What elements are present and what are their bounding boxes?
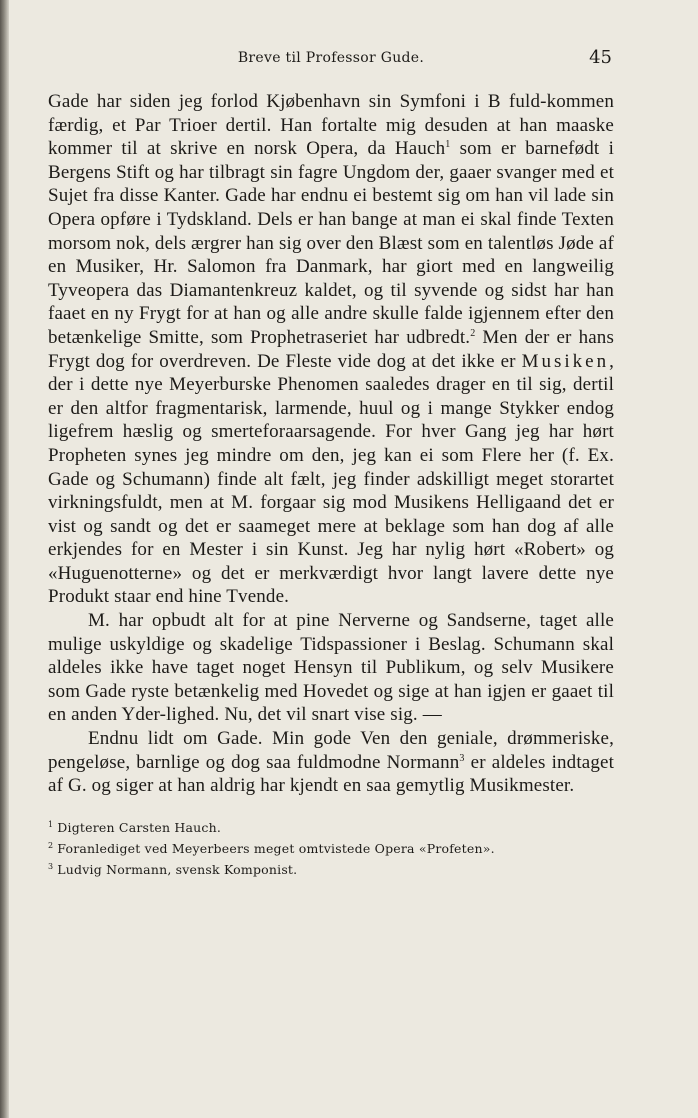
paragraph-2: M. har opbudt alt for at pine Nerverne og Sandserne, taget alle mulige uskyldige og skadelige Tidspassioner i Beslag. Schumann skal aldeles ikke have taget noget Hensyn til Publikum, og selv Musikere som Gade ryste betænkelig med Hovedet og sige at han igjen er gaaet til en anden Yder-lighed. Nu, det vil snart vise sig. — bbox=[48, 610, 614, 726]
footnote-number: 2 bbox=[48, 840, 54, 850]
paragraph-1-text-d: , der i dette nye Meyerburske Phenomen saaledes drager en til sig, dertil er den altfor fragmentarisk, larmende, huul og i mange Stykker endog ligefrem hæslig og smerteforaarsagende. For hver Gang jeg har hørt Propheten synes jeg mindre om den, jeg kan ei som Flere her (f. Ex. Gade og Schumann) finde alt fælt, jeg finder adskilligt meget storartet virkningsfuldt, men at M. forgaar sig mod Musikens Helligaand det er vist og sandt og det er saameget mere at beklage som han dog af alle erkjendes for en Mester i sin Kunst. Jeg har nylig hørt «Robert» og «Huguenotterne» og det er merkværdigt hvor langt lavere dette nye Produkt staar end hine Tvende. bbox=[48, 350, 614, 608]
paragraph-1-text-b: som er barnefødt i Bergens Stift og har tilbragt sin fagre Ungdom der, gaaer svanger med et Sujet fra disse Kanter. Gade har endnu ei bestemt sig om han vil lade sin Opera opføre i Tydskland. Dels er han bange at man ei skal finde Texten morsom nok, dels ærgrer han sig over den Blæst som en talentløs Jøde af en Musiker, Hr. Salomon fra Danmark, har giort med en langweilig Tyveopera das Diamantenkreuz kaldet, og til syvende og sidst har han faaet en ny Frygt for at han og alle andre skulle falde igjennem efter den betænkelige Smitte, som Prophetraseriet har udbredt. bbox=[48, 138, 614, 348]
footnote-ref-2: 2 bbox=[470, 327, 476, 339]
footnote-number: 3 bbox=[48, 861, 54, 871]
footnote-1 bbox=[48, 817, 614, 838]
footnote-text: Ludvig Normann, svensk Komponist. bbox=[57, 861, 298, 877]
footnote-ref-3: 3 bbox=[459, 752, 465, 764]
running-header bbox=[48, 44, 614, 74]
footnote-number: 1 bbox=[48, 819, 54, 829]
book-page bbox=[48, 44, 614, 880]
book-spine-edge bbox=[0, 0, 9, 1118]
footnote-2 bbox=[48, 838, 614, 859]
footnote-ref-1: 1 bbox=[445, 139, 451, 151]
letter-body bbox=[48, 90, 614, 798]
paragraph-3-text-b: er aldeles indtaget af G. og siger at han aldrig har kjendt en saa gemytlig Musikmester. bbox=[48, 751, 614, 797]
page-number: 45 bbox=[589, 47, 612, 68]
paragraph-3-text-a: Endnu lidt om Gade. Min gode Ven den geniale, drømmeriske, pengeløse, barnlige og dog saa fuldmodne Normann bbox=[48, 728, 614, 773]
footnote-text: Digteren Carsten Hauch. bbox=[57, 819, 222, 835]
footnotes bbox=[48, 817, 614, 880]
footnote-text: Foranlediget ved Meyerbeers meget omtvistede Opera «Profeten». bbox=[57, 840, 495, 856]
paragraph-3 bbox=[48, 727, 614, 798]
emphasized-word: Musiken bbox=[521, 350, 610, 372]
footnote-3 bbox=[48, 859, 614, 880]
running-title: Breve til Professor Gude. bbox=[237, 50, 425, 66]
paragraph-1 bbox=[48, 90, 614, 609]
paragraph-1-text-c: Men der er hans Frygt dog for overdreven. De Fleste vide dog at det ikke er bbox=[48, 326, 614, 372]
paragraph-1-text-a: Gade har siden jeg forlod Kjøbenhavn sin Symfoni i B fuld-kommen færdig, et Par Trioer dertil. Han fortalte mig desuden at han maaske kommer til at skrive en norsk Opera, da Hauch bbox=[48, 91, 614, 160]
